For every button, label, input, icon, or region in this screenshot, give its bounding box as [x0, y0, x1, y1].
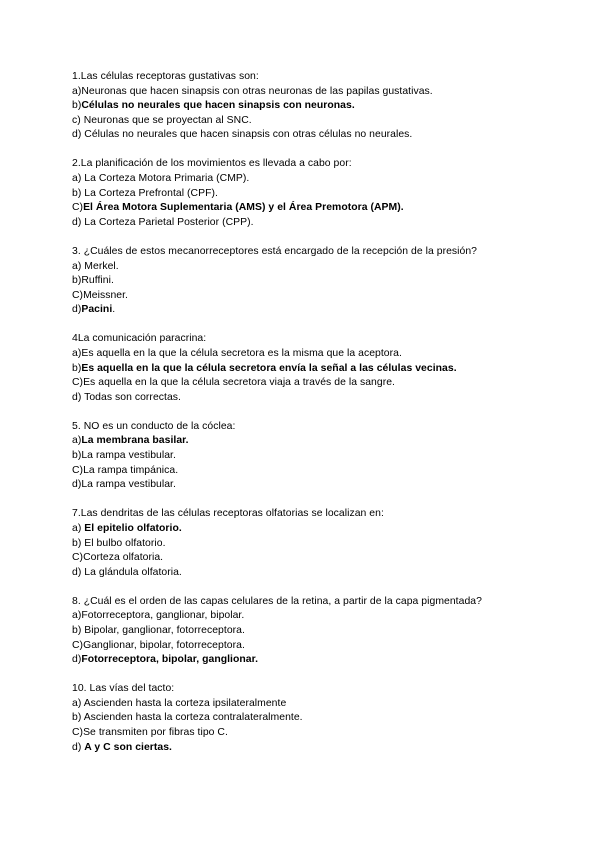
answer-option — [72, 289, 542, 304]
option-letter: b) — [72, 187, 85, 199]
option-letter: C) — [72, 289, 84, 301]
answer-option — [72, 303, 542, 318]
option-text: Todas son correctas. — [84, 391, 181, 403]
answer-option — [72, 347, 542, 362]
option-text: La Corteza Parietal Posterior (CPP). — [84, 216, 254, 228]
option-text: La Corteza Motora Primaria (CMP). — [84, 173, 250, 185]
question-block — [72, 332, 542, 405]
question-stem: 2.La planificación de los movimientos es llevada a cabo por: — [72, 158, 352, 170]
option-text-correct: Fotorreceptora, bipolar, ganglionar. — [81, 654, 259, 666]
option-letter: b) — [72, 450, 82, 462]
option-letter: d) — [72, 741, 85, 753]
option-text: Es aquella en la que la célula secretora viaja a través de la sangre. — [83, 377, 395, 389]
option-text-correct: El Área Motora Suplementaria (AMS) y el Área Premotora (APM). — [83, 202, 404, 214]
option-letter: a) — [72, 435, 82, 447]
answer-option — [72, 449, 542, 464]
option-text-correct: El epitelio olfatorio. — [84, 522, 182, 534]
option-letter: a) — [72, 85, 82, 97]
option-letter: b) — [72, 362, 82, 374]
question-stem: 7.Las dendritas de las células receptoras olfatorias se localizan en: — [72, 508, 384, 520]
question-block — [72, 682, 542, 755]
option-letter: d) — [72, 216, 85, 228]
option-text: Es aquella en la que la célula secretora es la misma que la aceptora. — [81, 348, 402, 359]
question-stem: 3. ¿Cuáles de estos mecanorreceptores está encargado de la recepción de la presión? — [72, 245, 478, 257]
option-letter: a) — [72, 173, 85, 185]
question-block — [72, 245, 542, 318]
option-text: El bulbo olfatorio. — [84, 537, 166, 549]
answer-option — [72, 216, 542, 231]
question-stem: 4La comunicación paracrina: — [72, 333, 207, 345]
option-letter: b) — [72, 625, 85, 636]
answer-option — [72, 609, 542, 624]
option-text: Ruffini. — [81, 275, 114, 287]
option-text: Neuronas que se proyectan al SNC. — [83, 114, 252, 126]
option-letter: d) — [72, 391, 85, 403]
answer-option — [72, 478, 542, 493]
question-block — [72, 507, 542, 580]
option-text: Merkel. — [84, 260, 119, 272]
answer-option — [72, 522, 542, 537]
option-letter: C) — [72, 464, 84, 476]
question-block — [72, 595, 542, 668]
question-stem: 1.Las células receptoras gustativas son: — [72, 71, 259, 82]
answer-option — [72, 85, 542, 100]
option-text: La rampa vestibular. — [81, 450, 176, 462]
option-letter: b) — [72, 537, 85, 549]
option-letter: a) — [72, 522, 85, 534]
answer-option — [72, 201, 542, 216]
option-letter: d) — [72, 566, 85, 578]
option-letter: C) — [72, 552, 84, 564]
answer-option — [72, 653, 542, 668]
answer-option — [72, 376, 542, 391]
answer-option — [72, 639, 542, 654]
option-text: Células no neurales que hacen sinapsis con otras células no neurales. — [84, 129, 413, 141]
question-block — [72, 70, 542, 143]
option-letter: c) — [72, 114, 84, 126]
option-text-correct: Células no neurales que hacen sinapsis con neuronas. — [81, 100, 355, 112]
option-text-correct: A y C son ciertas. — [84, 741, 172, 753]
option-text: Se transmiten por fibras tipo C. — [83, 727, 228, 739]
answer-option — [72, 260, 542, 275]
answer-option — [72, 128, 542, 143]
option-text: La rampa timpánica. — [83, 464, 179, 476]
option-letter: a) — [72, 610, 82, 622]
answer-option — [72, 274, 542, 289]
option-suffix: . — [112, 304, 116, 316]
option-text: Fotorreceptora, ganglionar, bipolar. — [81, 610, 245, 622]
option-text: Ascienden hasta la corteza ipsilateralmente — [83, 697, 287, 709]
question-list — [72, 70, 542, 770]
option-text: Corteza olfatoria. — [83, 552, 164, 564]
option-text-correct: La membrana basilar. — [81, 435, 189, 447]
option-letter: b) — [72, 712, 84, 724]
option-letter: d) — [72, 479, 82, 491]
option-letter: b) — [72, 100, 82, 112]
option-letter: C) — [72, 727, 84, 739]
option-letter: C) — [72, 639, 84, 651]
question-stem: 10. Las vías del tacto: — [72, 683, 175, 695]
answer-option — [72, 711, 542, 726]
option-text: La rampa vestibular. — [81, 479, 176, 491]
option-text: La glándula olfatoria. — [84, 566, 182, 578]
option-text: Ascienden hasta la corteza contralateralmente. — [83, 712, 303, 724]
answer-option — [72, 99, 542, 114]
option-letter: a) — [72, 697, 84, 709]
answer-option — [72, 391, 542, 406]
answer-option — [72, 566, 542, 581]
option-letter: d) — [72, 129, 85, 141]
option-letter: C) — [72, 202, 84, 214]
question-stem: 8. ¿Cuál es el orden de las capas celulares de la retina, a partir de la capa pigmentada? — [72, 595, 482, 607]
option-letter: d) — [72, 304, 82, 316]
question-block — [72, 157, 542, 230]
answer-option — [72, 726, 542, 741]
option-text: Neuronas que hacen sinapsis con otras neuronas de las papilas gustativas. — [81, 85, 433, 97]
option-text: Bipolar, ganglionar, fotorreceptora. — [84, 625, 245, 636]
option-letter: a) — [72, 260, 85, 272]
answer-option — [72, 464, 542, 479]
answer-option — [72, 741, 542, 756]
option-letter: C) — [72, 377, 84, 389]
answer-option — [72, 537, 542, 552]
answer-option — [72, 624, 542, 639]
option-text: Ganglionar, bipolar, fotorreceptora. — [83, 639, 245, 651]
answer-option — [72, 187, 542, 202]
option-text: La Corteza Prefrontal (CPF). — [84, 187, 218, 199]
answer-option — [72, 362, 542, 377]
question-block — [72, 420, 542, 493]
question-stem: 5. NO es un conducto de la cóclea: — [72, 420, 236, 432]
option-text-correct: Pacini — [81, 304, 113, 316]
option-letter: a) — [72, 348, 82, 359]
answer-option — [72, 551, 542, 566]
answer-option — [72, 172, 542, 187]
option-letter: d) — [72, 654, 82, 666]
option-text-correct: Es aquella en la que la célula secretora envía la señal a las células vecinas. — [81, 362, 457, 374]
answer-option — [72, 434, 542, 449]
option-letter: b) — [72, 275, 82, 287]
answer-option — [72, 697, 542, 712]
option-text: Meissner. — [83, 289, 128, 301]
answer-option — [72, 114, 542, 129]
